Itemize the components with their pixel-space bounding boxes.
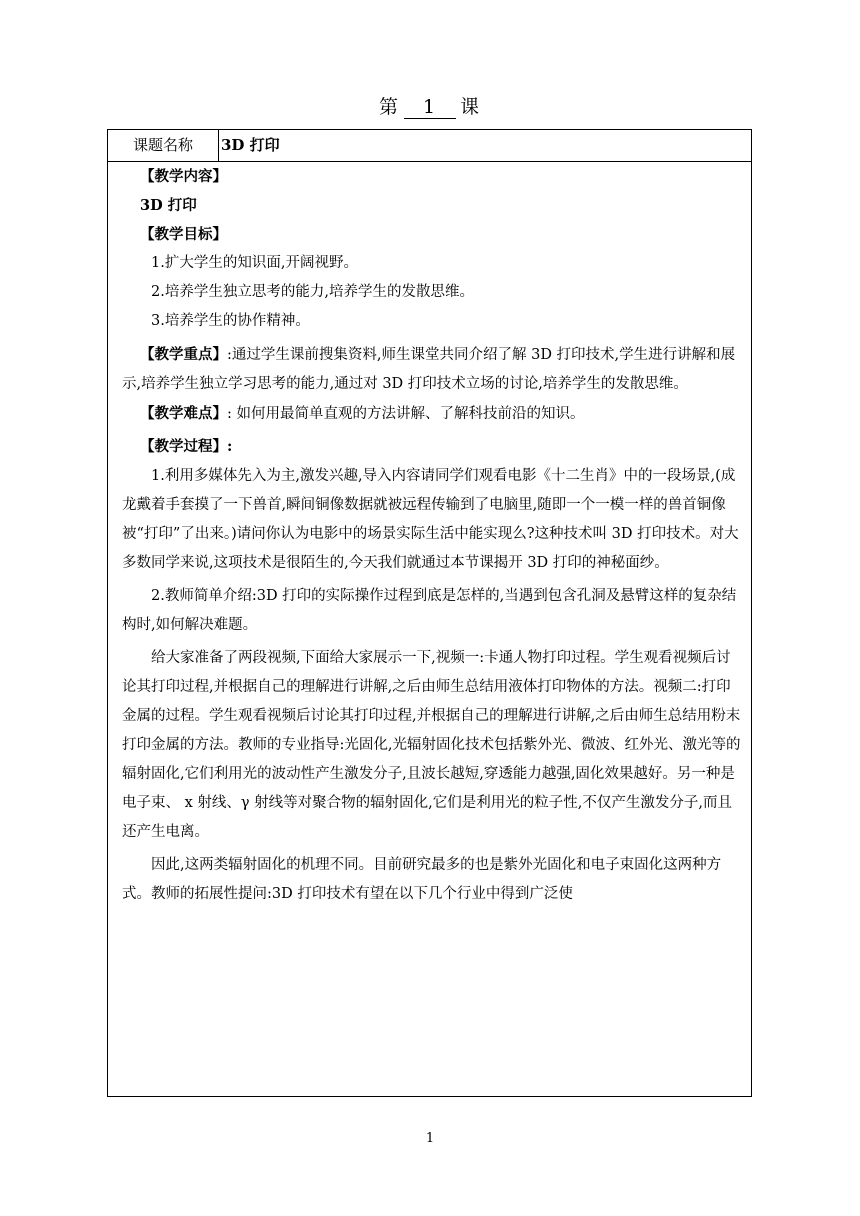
process-paragraph: 给大家准备了两段视频,下面给大家展示一下,视频一:卡通人物打印过程。学生观看视频后讨论其打印过程,并根据自己的理解进行讲解,之后由师生总结用液体打印物体的方法。视频二:打印金属的过程。学生观看视频后讨论其打印过程,并根据自己的理解进行讲解,之后由师生总结用粉末打印金属的方法。教师的专业指导:光固化,光辐射固化技术包括紫外光、微波、红外光、激光等的辐射固化,它们利用光的波动性产生激发分子,且波长越短,穿透能力越强,固化效果越好。另一种是电子束、 x 射线、γ 射线等对聚合物的辐射固化,它们是利用光的粒子性,不仅产生激发分子,而且还产生电离。 xyxy=(122,650,741,840)
process-paragraph: 因此,这两类辐射固化的机理不同。目前研究最多的也是紫外光固化和电子束固化这两种方式。教师的拓展性提问:3D 打印技术有望在以下几个行业中得到广泛使 xyxy=(122,857,722,902)
goal-item: 3.培养学生的协作精神。 xyxy=(151,313,310,329)
process-paragraph: 1.利用多媒体先入为主,激发兴趣,导入内容请同学们观看电影《十二生肖》中的一段场景,(成龙戴着手套摸了一下兽首,瞬间铜像数据就被远程传输到了电脑里,随即一个一模一样的兽首铜像被“打印”了出来。)请问你认为电影中的场景实际生活中能实现么?这种技术叫 3D 打印技术。对大多数同学来说,这项技术是很陌生的,今天我们就通过本节课揭开 3D 打印的神秘面纱。 xyxy=(122,468,739,571)
page-number: 1 xyxy=(425,1131,435,1146)
key-points-text: :通过学生课前搜集资料,师生课堂共同介绍了解 3D 打印技术,学生进行讲解和展示,培养学生独立学习思考的能力,通过对 3D 打印技术立场的讨论,培养学生的发散思维。 xyxy=(122,347,736,392)
section-heading-goals: 【教学目标】 xyxy=(140,226,227,243)
process-heading xyxy=(122,432,741,462)
key-points-label: 【教学重点】 xyxy=(140,346,227,363)
lesson-title-suffix: 课 xyxy=(460,96,482,118)
topic-label: 课题名称 xyxy=(108,130,219,161)
lesson-title-prefix: 第 xyxy=(378,96,400,118)
topic-value: 3D 打印 xyxy=(221,136,280,154)
goal-item: 2.培养学生独立思考的能力,培养学生的发散思维。 xyxy=(151,284,474,300)
topic-row xyxy=(108,130,751,162)
difficult-points-label: 【教学难点】 xyxy=(140,405,227,422)
process-label: 【教学过程】 xyxy=(140,438,227,455)
difficult-points-text: : 如何用最简单直观的方法讲解、了解科技前沿的知识。 xyxy=(227,406,585,422)
process-colon: : xyxy=(227,438,233,455)
lesson-content xyxy=(108,162,751,909)
lesson-title xyxy=(0,92,860,119)
lesson-plan-table xyxy=(107,129,752,1097)
lesson-number: 1 xyxy=(404,96,456,119)
difficult-points-paragraph xyxy=(122,399,741,429)
goal-item: 1.扩大学生的知识面,开阔视野。 xyxy=(151,255,358,271)
process-paragraph: 2.教师简单介绍:3D 打印的实际操作过程到底是怎样的,当遇到包含孔洞及悬臂这样的复杂结构时,如何解决难题。 xyxy=(122,588,737,633)
content-text: 3D 打印 xyxy=(140,197,197,214)
section-heading-content: 【教学内容】 xyxy=(140,168,227,185)
key-points-paragraph xyxy=(122,340,741,399)
